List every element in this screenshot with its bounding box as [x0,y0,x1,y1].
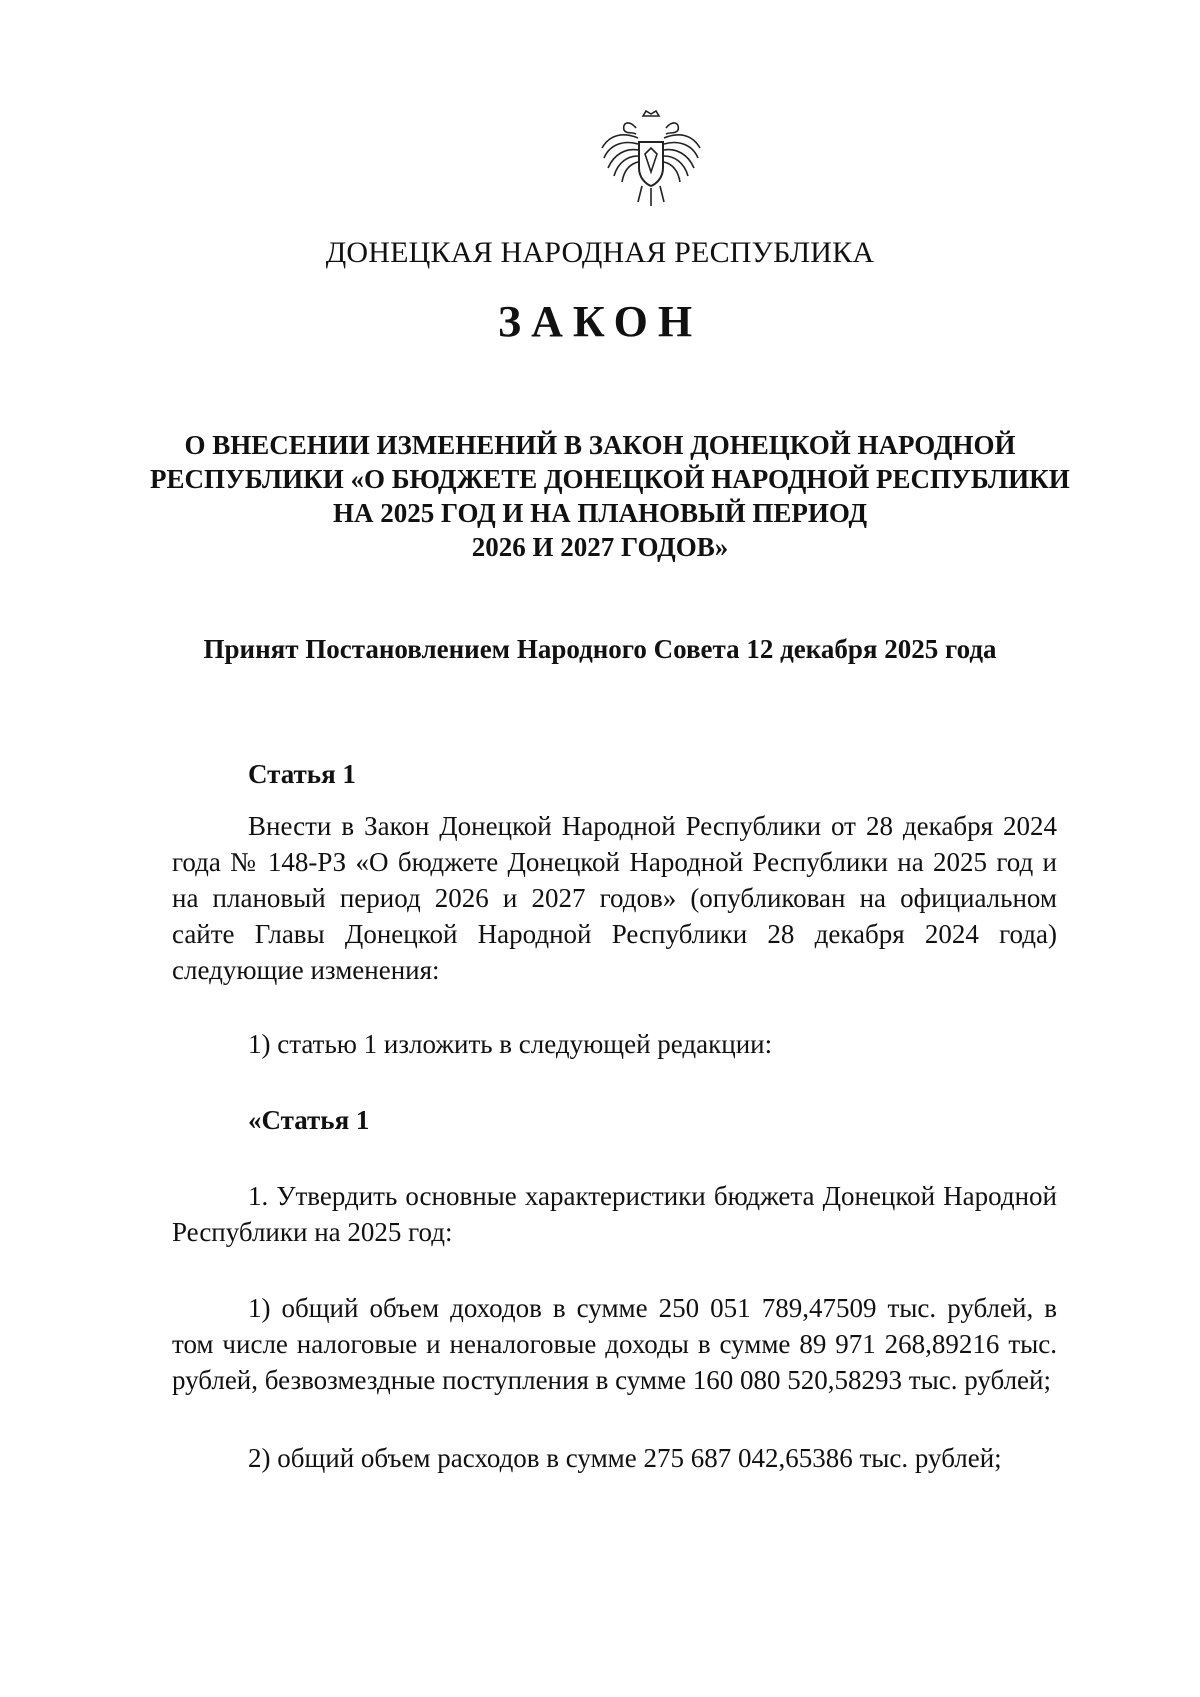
dpr-coat-of-arms-icon [598,110,704,210]
republic-name: ДОНЕЦКАЯ НАРОДНАЯ РЕСПУБЛИКА [325,236,875,269]
law-title-line: 2026 И 2027 ГОДОВ» [471,532,729,562]
article-intro-paragraph: Внести в Закон Донецкой Народной Республики от 28 декабря 2024 года № 148-РЗ «О бюджете Донецкой Народной Республики на 2025 год и на плановый период 2026 и 2027 годов» (опубликован на официальном сайте Главы Донецкой Народной Республики 28 декабря 2024 года) следующие изменения: [172,811,1057,985]
law-title-line: РЕСПУБЛИКИ «О БЮДЖЕТЕ ДОНЕЦКОЙ НАРОДНОЙ РЕСПУБЛИКИ [150,464,1070,494]
quoted-article-heading: «Статья 1 [248,1105,370,1135]
law-title [150,428,1070,564]
expenditure-subpoint: 2) общий объем расходов в сумме 275 687 042,65386 тыс. рублей; [248,1443,1002,1473]
revenue-subpoint: 1) общий объем доходов в сумме 250 051 789,47509 тыс. рублей, в том числе налоговые и неналоговые доходы в сумме 89 971 268,89216 тыс. рублей, безвозмездные поступления в сумме 160 080 520,58293 тыс. рублей; [172,1293,1057,1395]
law-title-line: НА 2025 ГОД И НА ПЛАНОВЫЙ ПЕРИОД [332,498,868,528]
law-title-line: О ВНЕСЕНИИ ИЗМЕНЕНИЙ В ЗАКОН ДОНЕЦКОЙ НАРОДНОЙ [184,430,1016,460]
article-point-1: 1. Утвердить основные характеристики бюджета Донецкой Народной Республики на 2025 год: [172,1181,1057,1247]
article-heading: Статья 1 [248,759,356,789]
adoption-note: Принят Постановлением Народного Совета 12 декабря 2025 года [203,634,997,664]
amendment-item: 1) статью 1 изложить в следующей редакции: [248,1029,773,1059]
document-type: ЗАКОН [497,297,703,346]
